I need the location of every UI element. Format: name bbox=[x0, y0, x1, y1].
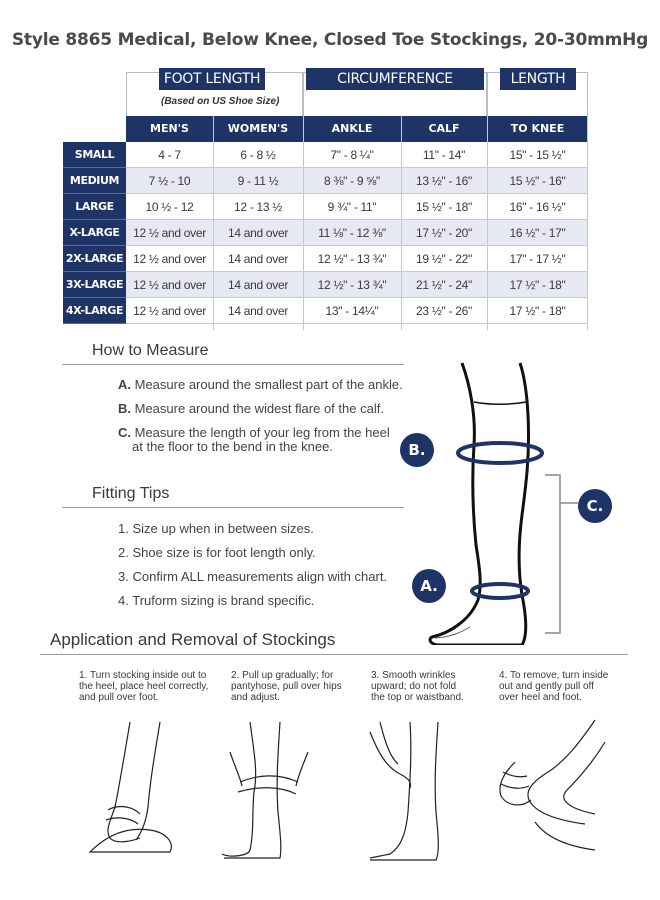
step-3-illustration bbox=[350, 712, 470, 862]
section-divider bbox=[62, 507, 404, 508]
how-to-measure-title: How to Measure bbox=[92, 342, 209, 359]
cell-ankle: 12 ½" - 13 ¾" bbox=[317, 278, 387, 292]
application-step-2: 2. Pull up gradually; for pantyhose, pull over hips and adjust. bbox=[231, 670, 342, 703]
fitting-tip: 2. Shoe size is for foot length only. bbox=[118, 545, 316, 560]
cell-calf: 15 ½" - 18" bbox=[416, 200, 472, 214]
size-label: 4X-LARGE bbox=[63, 298, 126, 324]
fitting-tip: 4. Truform sizing is brand specific. bbox=[118, 593, 315, 608]
application-title: Application and Removal of Stockings bbox=[50, 630, 336, 649]
col-divider bbox=[303, 116, 304, 330]
table-row bbox=[63, 298, 588, 324]
col-calf: CALF bbox=[401, 116, 487, 142]
label-b-badge: B. bbox=[400, 433, 434, 467]
cell-mens: 12 ½ and over bbox=[133, 226, 206, 240]
cell-calf: 21 ½" - 24" bbox=[416, 278, 472, 292]
table-row bbox=[63, 246, 588, 272]
step-1-illustration bbox=[70, 712, 190, 862]
leg-measurement-diagram bbox=[400, 355, 620, 645]
cell-mens: 12 ½ and over bbox=[133, 252, 206, 266]
fitting-tips-title: Fitting Tips bbox=[92, 485, 170, 502]
cell-calf: 19 ½" - 22" bbox=[416, 252, 472, 266]
measure-item-a: A. Measure around the smallest part of the ankle. bbox=[118, 377, 403, 392]
size-label: LARGE bbox=[63, 194, 126, 220]
cell-womens: 14 and over bbox=[227, 252, 289, 266]
length-header: LENGTH bbox=[500, 68, 576, 90]
label-c-badge: C. bbox=[578, 489, 612, 523]
application-step-3: 3. Smooth wrinkles upward; do not fold the top or waistband. bbox=[371, 670, 464, 703]
col-knee: TO KNEE bbox=[487, 116, 588, 142]
col-divider bbox=[213, 116, 214, 330]
section-divider bbox=[62, 364, 404, 365]
size-label: X-LARGE bbox=[63, 220, 126, 246]
foot-length-note: (Based on US Shoe Size) bbox=[161, 96, 280, 107]
cell-mens: 12 ½ and over bbox=[133, 278, 206, 292]
col-divider bbox=[487, 116, 488, 330]
size-label: MEDIUM bbox=[63, 168, 126, 194]
cell-womens: 14 and over bbox=[227, 226, 289, 240]
application-step-1: 1. Turn stocking inside out to the heel, place heel correctly, and pull over foot. bbox=[79, 670, 209, 703]
step-4-illustration bbox=[475, 712, 615, 862]
label-a-badge: A. bbox=[412, 569, 446, 603]
table-row bbox=[63, 272, 588, 298]
application-step-4: 4. To remove, turn inside out and gently pull off over heel and foot. bbox=[499, 670, 609, 703]
cell-womens: 9 - 11 ½ bbox=[237, 174, 279, 188]
cell-calf: 17 ½" - 20" bbox=[416, 226, 472, 240]
cell-ankle: 9 ¾" - 11" bbox=[327, 200, 377, 214]
fitting-tip: 3. Confirm ALL measurements align with chart. bbox=[118, 569, 388, 584]
cell-knee: 16" - 16 ½" bbox=[509, 200, 566, 214]
table-row bbox=[63, 220, 588, 246]
cell-calf: 23 ½" - 26" bbox=[416, 304, 472, 318]
col-mens: MEN'S bbox=[126, 116, 213, 142]
cell-womens: 12 - 13 ½ bbox=[233, 200, 282, 214]
page-title: Style 8865 Medical, Below Knee, Closed Toe Stockings, 20-30mmHg bbox=[11, 30, 649, 50]
cell-mens: 7 ½ - 10 bbox=[148, 174, 191, 188]
cell-knee: 15" - 15 ½" bbox=[509, 148, 566, 162]
cell-ankle: 12 ½" - 13 ¾" bbox=[317, 252, 387, 266]
measure-item-c: C. Measure the length of your leg from the heel at the floor to the bend in the knee. bbox=[118, 425, 390, 454]
cell-ankle: 7" - 8 ¼" bbox=[330, 148, 374, 162]
size-chart bbox=[63, 64, 588, 330]
step-2-illustration bbox=[210, 712, 330, 862]
cell-ankle: 8 ⅜" - 9 ⅝" bbox=[324, 174, 380, 188]
section-divider bbox=[40, 654, 628, 655]
application-illustrations bbox=[60, 712, 630, 872]
measure-item-b: B. Measure around the widest flare of the calf. bbox=[118, 401, 384, 416]
table-row bbox=[63, 194, 588, 220]
size-label: 2X-LARGE bbox=[63, 246, 126, 272]
cell-mens: 10 ½ - 12 bbox=[145, 200, 194, 214]
size-label: 3X-LARGE bbox=[63, 272, 126, 298]
cell-ankle: 11 ⅛" - 12 ⅜" bbox=[318, 226, 386, 240]
cell-knee: 16 ½" - 17" bbox=[509, 226, 566, 240]
cell-ankle: 13" - 14¼" bbox=[325, 304, 379, 318]
foot-length-header: FOOT LENGTH bbox=[159, 68, 265, 90]
col-ankle: ANKLE bbox=[303, 116, 401, 142]
cell-womens: 6 - 8 ½ bbox=[240, 148, 276, 162]
size-label: SMALL bbox=[63, 142, 126, 168]
table-row bbox=[63, 142, 588, 168]
cell-calf: 11" - 14" bbox=[422, 148, 466, 162]
cell-knee: 15 ½" - 16" bbox=[509, 174, 566, 188]
cell-mens: 4 - 7 bbox=[158, 148, 181, 162]
cell-knee: 17 ½" - 18" bbox=[509, 278, 566, 292]
cell-mens: 12 ½ and over bbox=[133, 304, 206, 318]
circumference-header: CIRCUMFERENCE bbox=[306, 68, 484, 90]
col-divider bbox=[401, 116, 402, 330]
col-womens: WOMEN'S bbox=[213, 116, 303, 142]
table-row bbox=[63, 168, 588, 194]
cell-knee: 17 ½" - 18" bbox=[509, 304, 566, 318]
cell-calf: 13 ½" - 16" bbox=[416, 174, 472, 188]
fitting-tip: 1. Size up when in between sizes. bbox=[118, 521, 314, 536]
cell-knee: 17" - 17 ½" bbox=[509, 252, 566, 266]
cell-womens: 14 and over bbox=[227, 304, 289, 318]
cell-womens: 14 and over bbox=[227, 278, 289, 292]
col-divider bbox=[587, 116, 588, 330]
